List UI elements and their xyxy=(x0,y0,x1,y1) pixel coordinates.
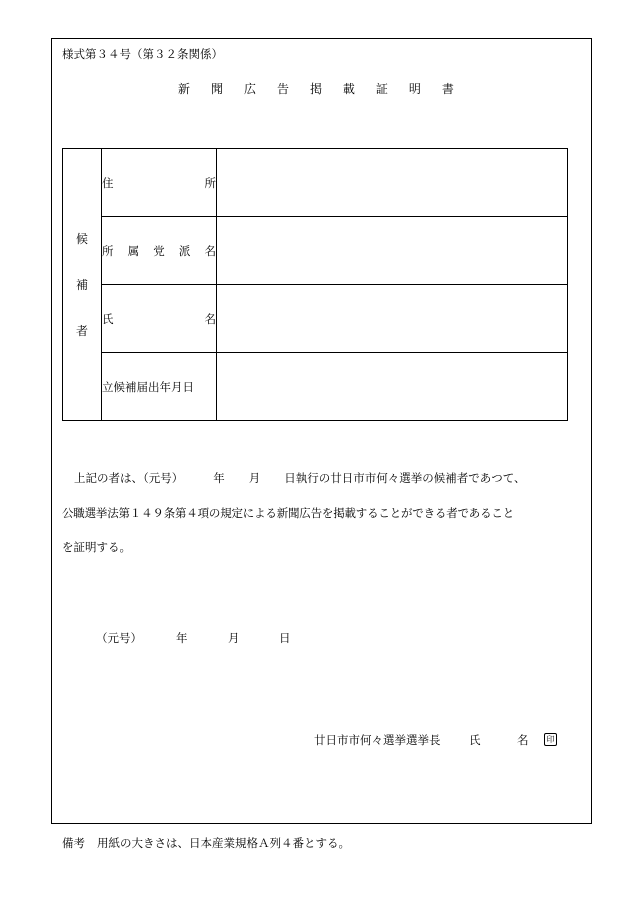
title-char: 広 xyxy=(243,82,256,96)
signer-name-label-2: 名 xyxy=(517,733,529,747)
label-char: 党 xyxy=(153,243,165,258)
title-char: 載 xyxy=(342,82,355,96)
side-label-char: 者 xyxy=(75,324,88,338)
party-label xyxy=(102,217,217,285)
table-row xyxy=(63,149,568,217)
title-char: 書 xyxy=(441,82,454,96)
label-char: 氏 xyxy=(102,311,114,326)
party-field[interactable] xyxy=(217,217,568,285)
address-label xyxy=(102,149,217,217)
name-label xyxy=(102,285,217,353)
candidate-table xyxy=(62,148,568,421)
label-text: 立候補届出年月日 xyxy=(102,379,194,394)
date-month: 月 xyxy=(228,631,240,645)
title-char: 告 xyxy=(276,82,289,96)
body-month: 月 xyxy=(248,471,261,485)
table-row xyxy=(63,353,568,421)
body-line-1 xyxy=(62,461,574,496)
candidate-side-label xyxy=(63,149,102,421)
certification-text xyxy=(62,461,574,565)
body-line-3: を証明する。 xyxy=(62,540,131,554)
signer-title: 廿日市市何々選挙選挙長 xyxy=(314,733,441,747)
table-row xyxy=(63,217,568,285)
remark-label: 備考 xyxy=(62,836,85,850)
title-char: 証 xyxy=(375,82,388,96)
name-field[interactable] xyxy=(217,285,568,353)
date-era: （元号） xyxy=(96,631,142,645)
seal-icon: 印 xyxy=(544,733,557,746)
body-prefix: 上記の者は、（元号） xyxy=(74,471,184,485)
label-char: 名 xyxy=(204,243,216,258)
table-row xyxy=(63,285,568,353)
filing-date-label xyxy=(102,353,217,421)
title-char: 聞 xyxy=(210,82,223,96)
body-suffix: 日執行の廿日市市何々選挙の候補者であつて、 xyxy=(284,471,526,485)
remark xyxy=(62,835,350,851)
label-char: 所 xyxy=(204,175,216,190)
title-char: 掲 xyxy=(309,82,322,96)
side-label-char: 候 xyxy=(75,232,88,246)
address-field[interactable] xyxy=(217,149,568,217)
remark-text: 用紙の大きさは、日本産業規格Ａ列４番とする。 xyxy=(97,836,350,850)
label-char: 属 xyxy=(127,243,140,258)
date-day: 日 xyxy=(279,631,291,645)
side-label-char: 補 xyxy=(75,278,88,292)
document-title xyxy=(178,80,454,97)
label-char: 所 xyxy=(102,243,114,258)
body-line-2: 公職選挙法第１４９条第４項の規定による新聞広告を掲載することができる者であること xyxy=(62,505,514,520)
label-char: 派 xyxy=(178,243,191,258)
title-char: 新 xyxy=(178,82,191,96)
filing-date-field[interactable] xyxy=(217,353,568,421)
title-char: 明 xyxy=(408,82,421,96)
date-year: 年 xyxy=(176,631,188,645)
label-char: 名 xyxy=(204,311,216,326)
body-year: 年 xyxy=(213,471,225,485)
label-char: 住 xyxy=(102,175,114,190)
signer-block xyxy=(314,732,564,748)
form-number: 様式第３４号（第３２条関係） xyxy=(62,47,223,61)
signer-name-label-1: 氏 xyxy=(469,733,481,747)
